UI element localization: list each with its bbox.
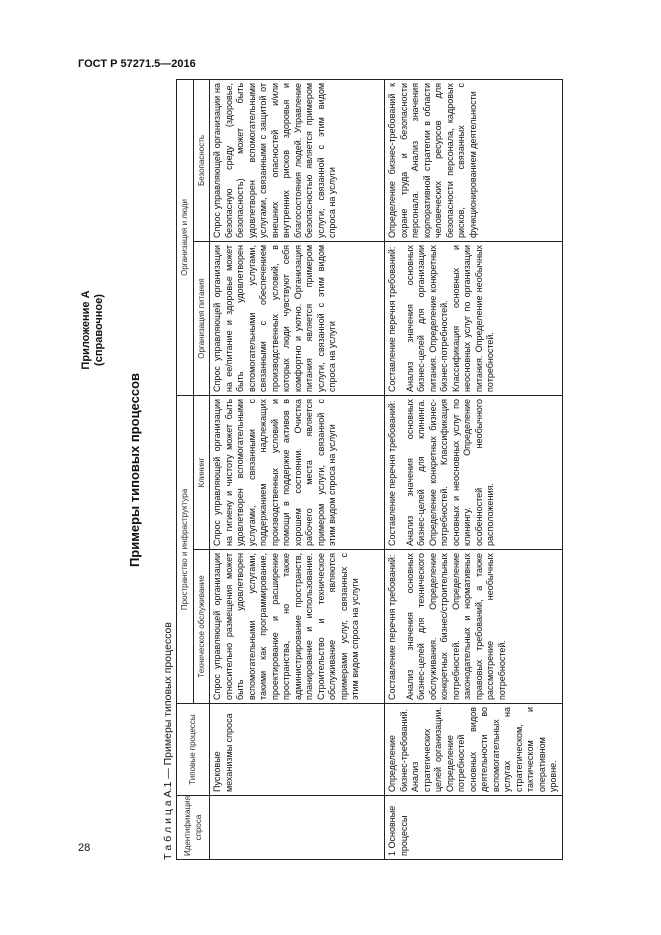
cell-maintenance: Спрос управляющей организации относительно размещения может быть удовлетворен вспомогательными услугами, такими как программирование, проектирование и расширение пространства, но также администрирование пространств, планирование и использование. Строительство и техническое обслуживание являются примерами услуг, связанных с этим видом спроса на услуги	[210, 550, 385, 704]
col-typical: Типовые процессы	[177, 704, 210, 796]
cell-empty	[210, 796, 385, 860]
table-caption: Т а б л и ц а А.1 — Примеры типовых процессов	[162, 622, 174, 860]
main-title: Примеры типовых процессов	[127, 372, 142, 568]
table-header-row	[177, 79, 194, 859]
appendix-subtitle: (справочное)	[93, 294, 105, 366]
col-security: Безопасность	[193, 79, 210, 241]
table-row	[385, 79, 563, 859]
requirements-text: Анализ значения основных бизнес-целей для клининга. Определение конкретных бизнес-потребностей. Классификация основных и неосновных услуг по клинингу. Определение особенностей необычного расположения.	[404, 398, 495, 546]
col-maintenance: Техническое обслуживание	[193, 550, 210, 704]
col-identification: Идентификация спроса	[177, 796, 210, 860]
requirements-text: Анализ значения основных бизнес-целей для технического обслуживания. Определение конкретных бизнес/строительных потребностей. Определение законодательных и нормативных правовых требований, а также рассмотрение необычных потребностей.	[404, 553, 507, 700]
page-number: 28	[78, 842, 91, 854]
rotated-page-content	[66, 80, 606, 860]
cell-identification: 1 Основные процессы	[385, 796, 563, 860]
cell-security: Определение бизнес-требований к охране труда и безопасности персонала. Анализ значения корпоративной стратегии в области человеческих ресурсов для безопасности персонала, кадровых рисков, связанных с функционированием деятельности	[385, 79, 563, 241]
cell-maintenance	[385, 550, 563, 704]
requirements-label: Составление перечня требований:	[387, 246, 397, 392]
cell-food: Спрос управляющей организации на ее/питание и здоровье может быть удовлетворен вспомогательными услугами, связанными с обеспечением производственных условий, в которых люди чувствуют себя комфортно и уютно. Организация питания является примером услуги, связанной с этим видом спроса на услуги	[210, 241, 385, 395]
requirements-label: Составление перечня требований:	[387, 400, 397, 546]
cell-cleaning: Спрос управляющей организации на гигиену и чистоту может быть удовлетворен вспомогательными услугами, связанными с поддержанием надлежащих производственных условий и помощи в поддержке активов в хорошем состоянии. Очистка рабочего места является примером услуги, связанной с этим видом спроса на услуги	[210, 395, 385, 549]
cell-typical: Определение бизнес-требований. Анализ стратегических целей организации. Определение потребностей основных видов деятельности во вспомогательных услугах на стратегическом, тактическом и оперативном уровне.	[385, 704, 563, 796]
col-group-people: Организация и люди	[177, 79, 194, 395]
appendix-heading	[80, 200, 106, 460]
col-group-space: Пространство и инфраструктура	[177, 395, 194, 703]
requirements-text: Анализ значения основных бизнес-целей для организации питания. Определение конкретных бизнес-потребностей. Классификация основных и неосновных услуг по организации питания. Определение необычных потребностей.	[404, 244, 495, 392]
appendix-title: Приложение А	[80, 290, 92, 370]
cell-typical: Пусковые механизмы спроса	[210, 704, 385, 796]
processes-table	[176, 79, 563, 860]
document-header: ГОСТ Р 57271.5—2016	[78, 58, 196, 70]
cell-security: Спрос управляющей организации на безопасную среду (здоровье, безопасность) может быть удовлетворен вспомогательными услугами, связанными с защитой от внешних опасностей и/или внутренних рисков здоровья и благосостояния людей. Управление безопасностью является примером услуги, связанной с этим видом спроса на услуги	[210, 79, 385, 241]
col-food: Организация питания	[193, 241, 210, 395]
requirements-label: Составление перечня требований:	[387, 554, 397, 700]
cell-cleaning	[385, 395, 563, 549]
col-cleaning: Клининг	[193, 395, 210, 549]
cell-food	[385, 241, 563, 395]
table-row	[210, 79, 385, 859]
